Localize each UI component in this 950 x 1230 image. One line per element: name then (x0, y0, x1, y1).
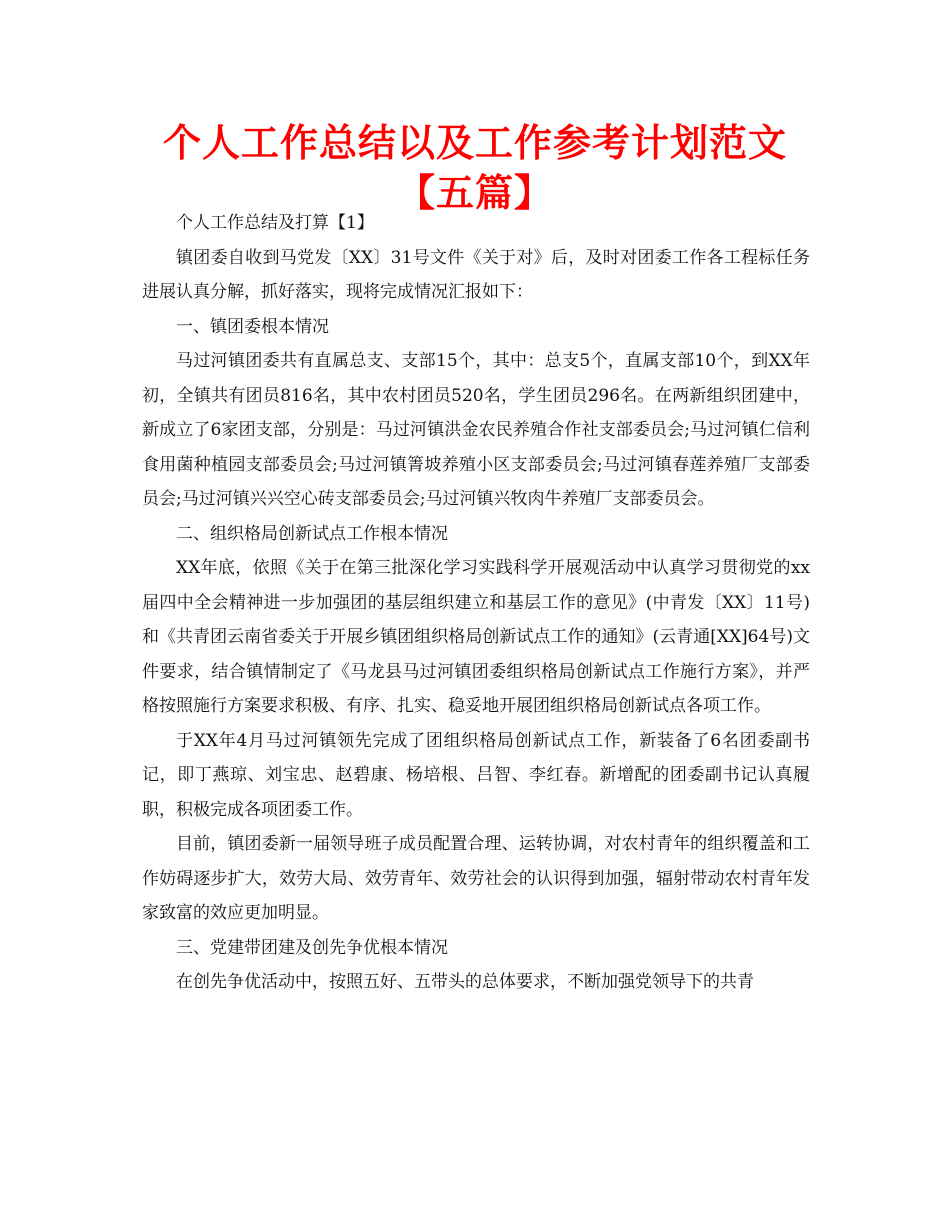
document-title: 个人工作总结以及工作参考计划范文【五篇】 (162, 121, 787, 215)
section-heading: 二、组织格局创新试点工作根本情况 (176, 523, 448, 544)
section-heading: 三、党建带团建及创先争优根本情况 (176, 937, 448, 958)
document-body (142, 206, 810, 1000)
section-heading: 一、镇团委根本情况 (176, 316, 329, 337)
paragraph: 马过河镇团委共有直属总支、支部15个，其中：总支5个，直属支部10个，到XX年初，全镇共有团员816名，其中农村团员520名，学生团员296名。在两新组织团建中，新成立了6家团支部，分别是：马过河镇洪金农民养殖合作社支部委员会;马过河镇仁信利食用菌种植园支部委员会;马过河镇箐坡养殖小区支部委员会;马过河镇春莲养殖厂支部委员会;马过河镇兴兴空心砖支部委员会;马过河镇兴牧肉牛养殖厂支部委员会。 (142, 351, 810, 509)
paragraph: 镇团委自收到马党发〔XX〕31号文件《关于对》后，及时对团委工作各工程标任务进展认真分解，抓好落实，现将完成情况汇报如下： (142, 247, 810, 302)
paragraph: XX年底，依照《关于在第三批深化学习实践科学开展观活动中认真学习贯彻党的xx届四中全会精神进一步加强团的基层组织建立和基层工作的意见》(中青发〔XX〕11号)和《共青团云南省委关于开展乡镇团组织格局创新试点工作的通知》(云青通[XX]64号)文件要求，结合镇情制定了《马龙县马过河镇团委组织格局创新试点工作施行方案》，并严格按照施行方案要求积极、有序、扎实、稳妥地开展团组织格局创新试点各项工作。 (142, 558, 810, 716)
section-heading: 个人工作总结及打算【1】 (176, 213, 374, 233)
paragraph: 在创先争优活动中，按照五好、五带头的总体要求，不断加强党领导下的共青 (176, 972, 754, 992)
paragraph: 目前，镇团委新一届领导班子成员配置合理、运转协调，对农村青年的组织覆盖和工作妨碍逐步扩大，效劳大局、效劳青年、效劳社会的认识得到加强，辐射带动农村青年发家致富的效应更加明显。 (142, 834, 810, 923)
paragraph: 于XX年4月马过河镇领先完成了团组织格局创新试点工作，新装备了6名团委副书记，即丁燕琼、刘宝忠、赵碧康、杨培根、吕智、李红春。新增配的团委副书记认真履职，积极完成各项团委工作。 (142, 730, 810, 820)
